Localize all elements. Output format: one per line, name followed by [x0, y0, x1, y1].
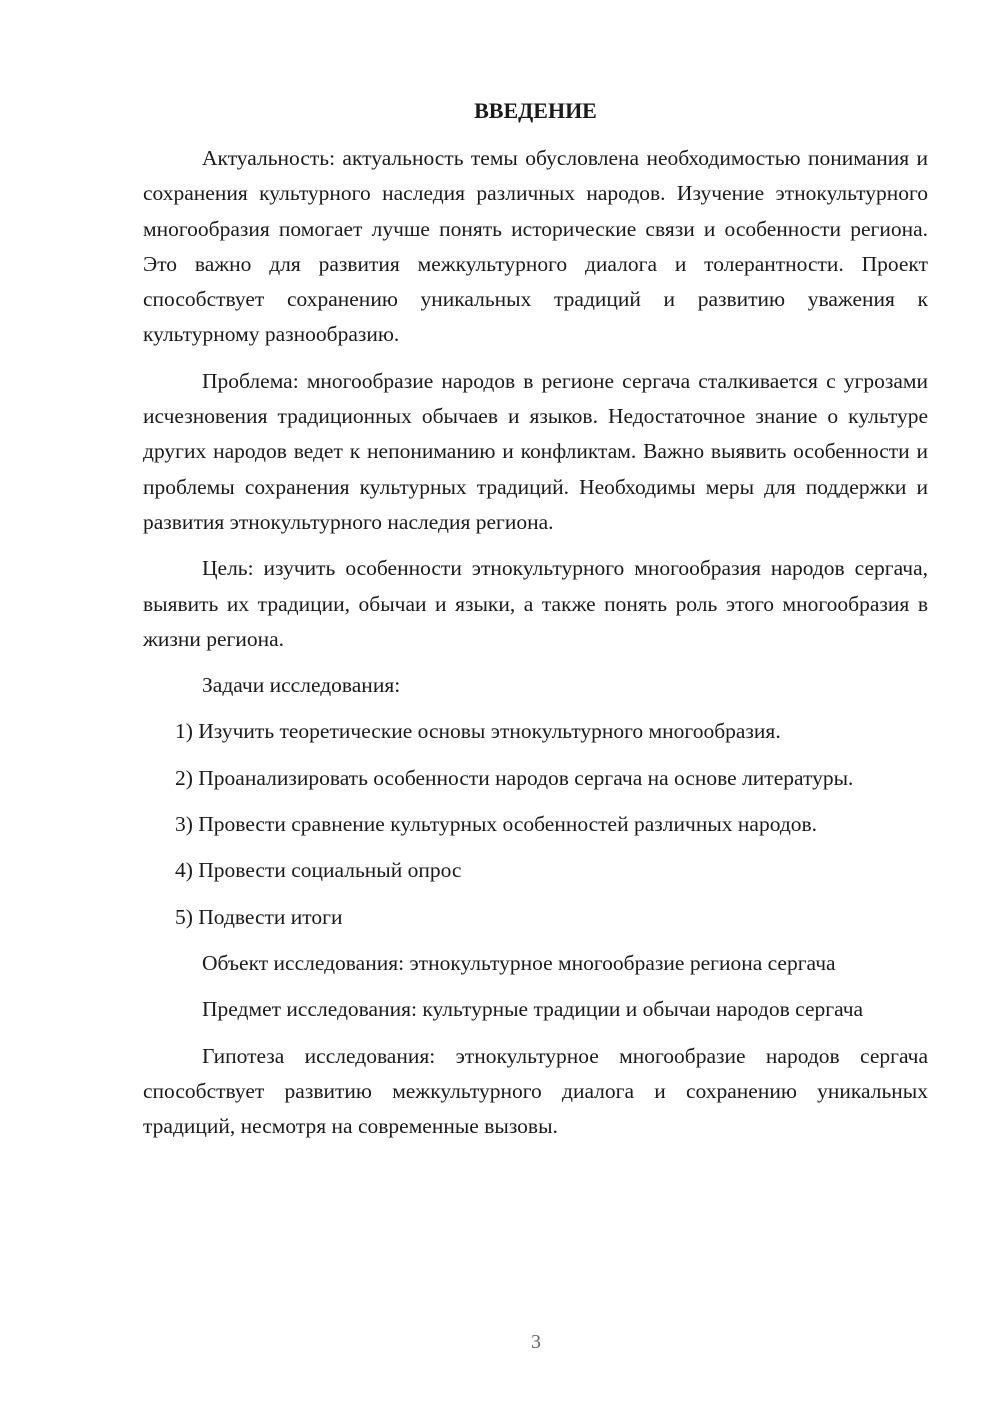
task-item-4: 4) Провести социальный опрос — [175, 858, 462, 883]
task-item-3: 3) Провести сравнение культурных особенностей различных народов. — [175, 812, 818, 837]
paragraph-hypothesis: Гипотеза исследования: этнокультурное многообразие народов сергача способствует развитию межкультурного диалога и сохранению уникальных традиций, несмотря на современные вызовы. — [143, 1043, 928, 1139]
document-title: ВВЕДЕНИЕ — [474, 98, 597, 123]
task-item-5: 5) Подвести итоги — [175, 904, 343, 929]
task-item-1: 1) Изучить теоретические основы этнокультурного многообразия. — [175, 719, 781, 744]
task-item-2: 2) Проанализировать особенности народов сергача на основе литературы. — [175, 765, 854, 790]
paragraph-object: Объект исследования: этнокультурное многообразие региона сергача — [202, 950, 836, 975]
paragraph-relevance: Актуальность: актуальность темы обусловлена необходимостью понимания и сохранения культурного наследия различных народов. Изучение этнокультурного многообразия помогает лучше понять исторические связи и особенности региона. Это важно для развития межкультурного диалога и толерантности. Проект способствует сохранению уникальных традиций и развитию уважения к культурному разнообразию. — [143, 146, 928, 347]
page-number: 3 — [531, 1331, 541, 1353]
paragraph-goal: Цель: изучить особенности этнокультурного многообразия народов сергача, выявить их традиции, обычаи и языки, а также понять роль этого многообразия в жизни региона. — [143, 556, 928, 651]
paragraph-tasks-heading: Задачи исследования: — [202, 673, 401, 698]
paragraph-problem: Проблема: многообразие народов в регионе сергача сталкивается с угрозами исчезновения традиционных обычаев и языков. Недостаточное знание о культуре других народов ведет к непониманию и конфликтам. Важно выявить особенности и проблемы сохранения культурных традиций. Необходимы меры для поддержки и развития этнокультурного наследия региона. — [143, 368, 928, 534]
document-page — [143, 94, 928, 1155]
paragraph-subject: Предмет исследования: культурные традиции и обычаи народов сергача — [202, 997, 864, 1022]
